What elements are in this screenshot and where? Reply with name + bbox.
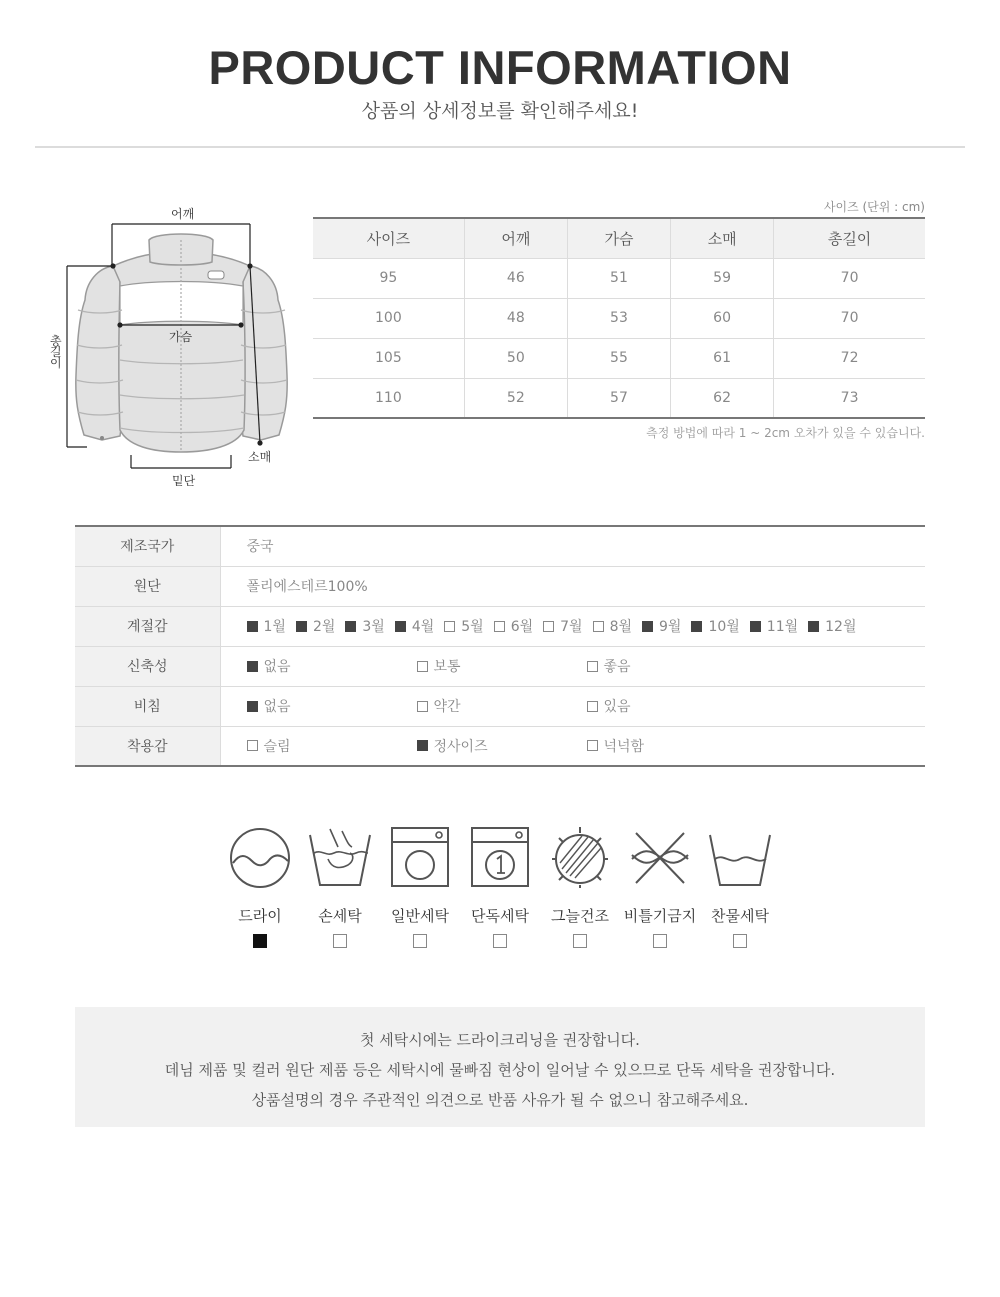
spec-row-fabric xyxy=(75,566,925,606)
checked-box-icon xyxy=(691,621,702,632)
option-label: 11월 xyxy=(766,619,799,635)
checked-box-icon xyxy=(395,621,406,632)
spec-value: 중국 xyxy=(246,539,274,556)
unchecked-box-icon xyxy=(587,661,598,672)
option-item xyxy=(345,616,384,636)
table-cell: 59 xyxy=(671,258,774,298)
option-label: 10월 xyxy=(708,619,740,635)
option-label: 5월 xyxy=(461,619,484,635)
care-item-no-wring xyxy=(620,825,700,948)
size-table xyxy=(313,217,925,419)
spec-row-stretch xyxy=(75,646,925,686)
season-options xyxy=(247,616,926,636)
option-item xyxy=(247,616,286,636)
care-checkbox xyxy=(413,934,427,948)
table-cell: 48 xyxy=(464,298,567,338)
unchecked-box-icon xyxy=(593,621,604,632)
care-label: 그늘건조 xyxy=(551,907,609,925)
unchecked-box-icon xyxy=(587,740,598,751)
option-item xyxy=(247,696,417,716)
table-cell: 95 xyxy=(313,258,464,298)
option-item xyxy=(417,696,587,716)
option-label: 12월 xyxy=(825,619,857,635)
checked-box-icon xyxy=(642,621,653,632)
size-diagram xyxy=(40,200,300,495)
option-label: 보통 xyxy=(433,659,461,675)
checked-box-icon xyxy=(417,740,428,751)
care-checkbox xyxy=(333,934,347,948)
notice-box xyxy=(75,1007,925,1127)
option-item xyxy=(247,736,417,756)
notice-line: 상품설명의 경우 주관적인 의견으로 반품 사유가 될 수 없으니 참고해주세요. xyxy=(251,1091,749,1109)
table-cell: 72 xyxy=(774,338,925,378)
care-checkbox xyxy=(253,934,267,948)
notice-line: 데님 제품 및 컬러 원단 제품 등은 세탁시에 물빠짐 현상이 일어날 수 있으므로 단독 세탁을 권장합니다. xyxy=(164,1061,836,1079)
table-row xyxy=(313,378,925,418)
care-instructions xyxy=(220,825,780,955)
measure-note: 측정 방법에 따라 1 ~ 2cm 오차가 있을 수 있습니다. xyxy=(646,426,925,440)
option-item xyxy=(417,656,587,676)
option-item xyxy=(417,736,587,756)
spec-label: 원단 xyxy=(75,566,220,606)
checked-box-icon xyxy=(247,621,258,632)
spec-label: 신축성 xyxy=(75,646,220,686)
option-label: 있음 xyxy=(603,699,631,715)
option-label: 없음 xyxy=(263,699,291,715)
unchecked-box-icon xyxy=(494,621,505,632)
care-label: 단독세탁 xyxy=(471,907,529,925)
care-label: 드라이 xyxy=(238,907,282,925)
spec-label: 착용감 xyxy=(75,726,220,766)
option-item xyxy=(587,656,757,676)
page-subtitle: 상품의 상세정보를 확인해주세요! xyxy=(361,100,639,122)
cold-wash-icon xyxy=(708,825,772,889)
machine-wash-icon xyxy=(388,825,452,889)
option-label: 슬림 xyxy=(263,738,291,755)
checked-box-icon xyxy=(345,621,356,632)
option-item xyxy=(808,616,856,636)
care-label: 비틀기금지 xyxy=(623,907,697,925)
option-item xyxy=(444,616,483,636)
checked-box-icon xyxy=(296,621,307,632)
checked-box-icon xyxy=(808,621,819,632)
option-item xyxy=(750,616,798,636)
unchecked-box-icon xyxy=(417,701,428,712)
stretch-options xyxy=(247,656,926,676)
option-label: 7월 xyxy=(560,619,583,635)
table-row xyxy=(313,298,925,338)
table-cell: 62 xyxy=(671,378,774,418)
option-item xyxy=(247,656,417,676)
unchecked-box-icon xyxy=(543,621,554,632)
spec-label: 계절감 xyxy=(75,606,220,646)
option-label: 정사이즈 xyxy=(433,738,488,755)
table-cell: 50 xyxy=(464,338,567,378)
shoulder-label: 어깨 xyxy=(171,207,195,221)
no-wring-icon xyxy=(628,825,692,889)
care-label: 일반세탁 xyxy=(391,907,449,925)
option-label: 3월 xyxy=(362,619,385,635)
table-cell: 73 xyxy=(774,378,925,418)
care-label: 찬물세탁 xyxy=(711,907,769,925)
spec-row-sheer xyxy=(75,686,925,726)
wash-separately-icon xyxy=(468,825,532,889)
table-cell: 57 xyxy=(567,378,670,418)
option-item xyxy=(587,696,757,716)
option-label: 좋음 xyxy=(603,659,631,675)
option-label: 8월 xyxy=(609,619,632,635)
table-row xyxy=(313,258,925,298)
checked-box-icon xyxy=(247,701,258,712)
unchecked-box-icon xyxy=(444,621,455,632)
length-label: 총길이 xyxy=(50,334,62,370)
spec-row-fit xyxy=(75,726,925,766)
column-header: 가슴 xyxy=(567,218,670,258)
unchecked-box-icon xyxy=(247,740,258,751)
care-item-hand-wash xyxy=(300,825,380,948)
care-item-cold-wash xyxy=(700,825,780,948)
sheer-options xyxy=(247,696,926,716)
table-cell: 52 xyxy=(464,378,567,418)
spec-row-season xyxy=(75,606,925,646)
option-item xyxy=(593,616,632,636)
option-item xyxy=(395,616,434,636)
table-cell: 53 xyxy=(567,298,670,338)
unchecked-box-icon xyxy=(417,661,428,672)
spec-label: 비침 xyxy=(75,686,220,726)
page-title: PRODUCT INFORMATION xyxy=(208,41,792,94)
option-item xyxy=(587,736,757,756)
table-cell: 61 xyxy=(671,338,774,378)
care-item-dry xyxy=(220,825,300,948)
option-item xyxy=(691,616,739,636)
sleeve-label: 소매 xyxy=(248,450,272,464)
chest-label: 가슴 xyxy=(169,330,193,344)
option-label: 2월 xyxy=(312,619,336,635)
option-item xyxy=(543,616,582,636)
shade-dry-icon xyxy=(548,825,612,889)
care-checkbox xyxy=(653,934,667,948)
table-cell: 55 xyxy=(567,338,670,378)
option-label: 없음 xyxy=(263,659,291,675)
care-checkbox xyxy=(493,934,507,948)
size-unit-note: 사이즈 (단위 : cm) xyxy=(823,200,925,214)
table-cell: 51 xyxy=(567,258,670,298)
option-label: 4월 xyxy=(411,619,435,635)
care-item-shade-dry xyxy=(540,825,620,948)
option-item xyxy=(642,616,681,636)
table-row xyxy=(313,338,925,378)
dry-clean-icon xyxy=(228,825,292,889)
hand-wash-icon xyxy=(308,825,372,889)
spec-table xyxy=(75,525,925,767)
care-item-machine-wash xyxy=(380,825,460,948)
option-item xyxy=(494,616,533,636)
table-cell: 60 xyxy=(671,298,774,338)
table-cell: 100 xyxy=(313,298,464,338)
option-label: 6월 xyxy=(510,619,534,635)
spec-row-country xyxy=(75,526,925,566)
notice-line: 첫 세탁시에는 드라이크리닝을 권장합니다. xyxy=(360,1031,640,1049)
care-checkbox xyxy=(573,934,587,948)
care-checkbox xyxy=(733,934,747,948)
table-cell: 70 xyxy=(774,258,925,298)
spec-label: 제조국가 xyxy=(75,526,220,566)
column-header: 어깨 xyxy=(464,218,567,258)
table-cell: 110 xyxy=(313,378,464,418)
column-header: 소매 xyxy=(671,218,774,258)
hem-label: 밑단 xyxy=(172,474,196,488)
unchecked-box-icon xyxy=(587,701,598,712)
column-header: 사이즈 xyxy=(313,218,464,258)
care-item-wash-separately xyxy=(460,825,540,948)
fit-options xyxy=(247,736,926,756)
option-label: 약간 xyxy=(433,699,461,715)
checked-box-icon xyxy=(247,661,258,672)
checked-box-icon xyxy=(750,621,761,632)
option-item xyxy=(296,616,335,636)
table-cell: 105 xyxy=(313,338,464,378)
option-label: 넉넉함 xyxy=(603,738,645,755)
table-cell: 46 xyxy=(464,258,567,298)
table-cell: 70 xyxy=(774,298,925,338)
column-header: 총길이 xyxy=(774,218,925,258)
option-label: 1월 xyxy=(263,619,286,635)
care-label: 손세탁 xyxy=(318,907,362,925)
header-divider xyxy=(35,146,965,148)
option-label: 9월 xyxy=(659,619,682,635)
spec-value: 폴리에스테르100% xyxy=(246,579,368,595)
size-table-header xyxy=(313,218,925,258)
